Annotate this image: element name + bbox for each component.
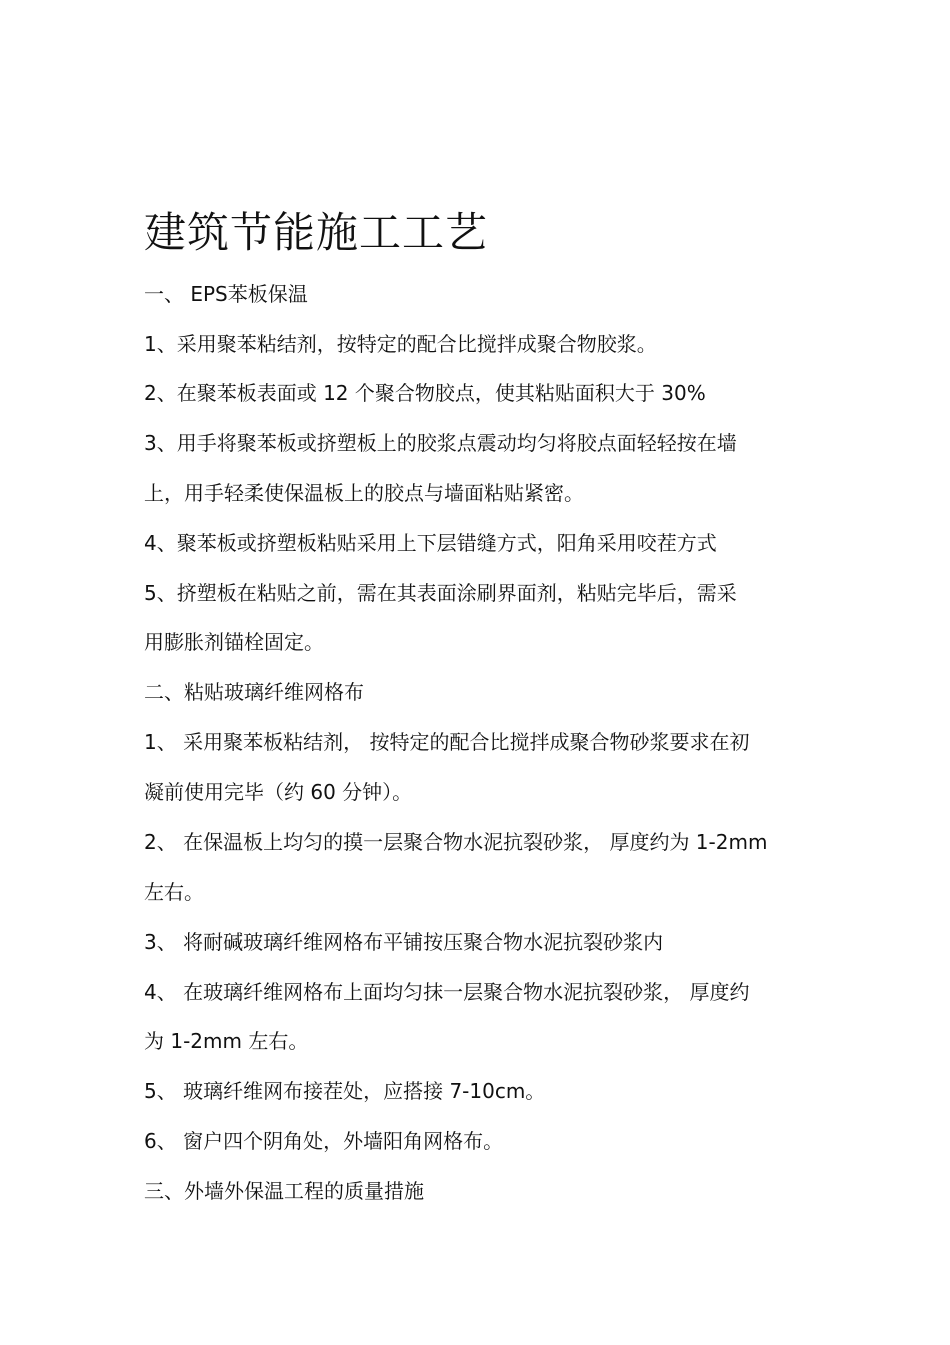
paragraph-line: 上，用手轻柔使保温板上的胶点与墙面粘贴紧密。 <box>144 481 584 505</box>
paragraph-line: 为 1-2mm 左右。 <box>144 1029 309 1053</box>
document-title: 建筑节能施工工艺 <box>144 208 489 257</box>
paragraph-line: 1、采用聚苯粘结剂，按特定的配合比搅拌成聚合物胶浆。 <box>144 332 657 356</box>
paragraph-line: 2、 在保温板上均匀的摸一层聚合物水泥抗裂砂浆， 厚度约为 1-2mm <box>144 830 768 854</box>
section-heading-eps-insulation: 一、 EPS苯板保温 <box>144 282 308 306</box>
paragraph-line: 4、 在玻璃纤维网格布上面均匀抹一层聚合物水泥抗裂砂浆， 厚度约 <box>144 980 750 1004</box>
paragraph-line: 3、用手将聚苯板或挤塑板上的胶浆点震动均匀将胶点面轻轻按在墙 <box>144 431 737 455</box>
paragraph-line: 2、在聚苯板表面或 12 个聚合物胶点，使其粘贴面积大于 30% <box>144 381 706 405</box>
paragraph-line: 左右。 <box>144 880 204 904</box>
paragraph-line: 凝前使用完毕（约 60 分钟）。 <box>144 780 413 804</box>
paragraph-line: 用膨胀剂锚栓固定。 <box>144 630 324 654</box>
paragraph-line: 1、 采用聚苯板粘结剂， 按特定的配合比搅拌成聚合物砂浆要求在初 <box>144 730 750 754</box>
paragraph-line: 3、 将耐碱玻璃纤维网格布平铺按压聚合物水泥抗裂砂浆内 <box>144 930 664 954</box>
paragraph-line: 5、 玻璃纤维网布接茬处，应搭接 7-10cm。 <box>144 1079 546 1103</box>
paragraph-line: 5、挤塑板在粘贴之前，需在其表面涂刷界面剂，粘贴完毕后，需采 <box>144 581 737 605</box>
section-heading-quality-measures: 三、外墙外保温工程的质量措施 <box>144 1179 424 1203</box>
paragraph-line: 4、聚苯板或挤塑板粘贴采用上下层错缝方式，阳角采用咬茬方式 <box>144 531 717 555</box>
section-heading-mesh: 二、粘贴玻璃纤维网格布 <box>144 680 364 704</box>
paragraph-line: 6、 窗户四个阴角处，外墙阳角网格布。 <box>144 1129 504 1153</box>
